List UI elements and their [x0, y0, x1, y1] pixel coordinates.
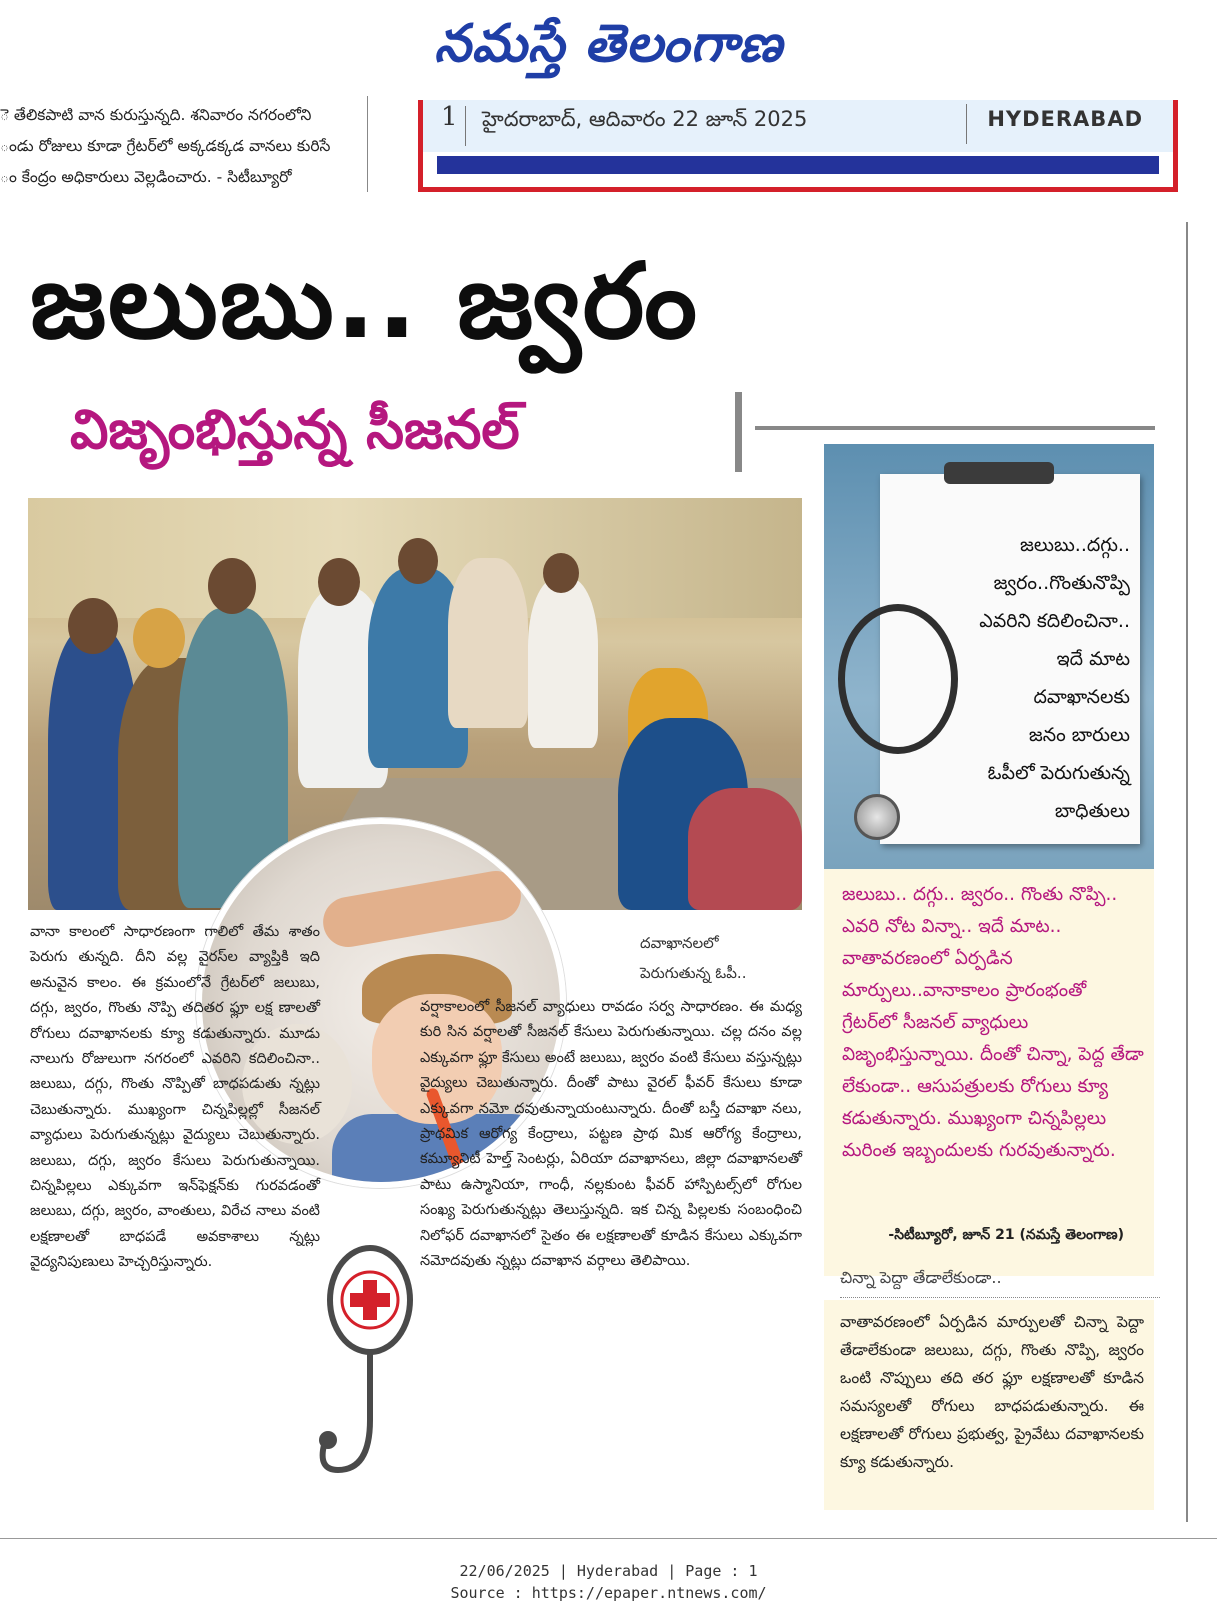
mid-heading-line: దవాఖానలలో: [640, 934, 719, 952]
left-column: [30, 920, 320, 1276]
dateline-rule: [437, 156, 1159, 174]
clipboard-line: ఇదే మాట: [1056, 648, 1130, 670]
photo-person-head: [318, 558, 360, 606]
red-cross-stethoscope-icon: [318, 1240, 428, 1510]
stethoscope-icon: [318, 1240, 428, 1510]
teaser-snippet: [0, 96, 368, 192]
masthead: [0, 0, 1217, 90]
newspaper-logo: నమస్తే తెలంగాణ: [434, 14, 783, 74]
mid-column: [420, 995, 802, 1274]
headline: జలుబు.. జ్వరం: [30, 240, 700, 362]
clipboard-text: [924, 526, 1130, 830]
footer-edition: 22/06/2025 | Hyderabad | Page : 1: [459, 1562, 758, 1580]
page-number: 1: [441, 102, 458, 132]
intro-box: [824, 869, 1154, 1276]
side-story-text: వాతావరణంలో ఏర్పడిన మార్పులతో చిన్నా పెద్దా తేడాలేకుండా జలుబు, దగ్గు, గొంతు నొప్పి, జ్వరం ఒంటి నొప్పులు తది తర ఫ్లూ లక్షణాలతో కూడిన సమస్యలతో రోగులు బాధపడుతున్నారు. ఈ లక్షణాలతో రోగులు ప్రభుత్వ, ప్రైవేటు దవాఖానలకు క్యూ కడుతున్నారు.: [840, 1313, 1144, 1471]
clipboard-line: ఓపీలో పెరుగుతున్న: [987, 762, 1130, 784]
intro-text: జలుబు.. దగ్గు.. జ్వరం.. గొంతు నొప్పి.. ఎవరి నోట విన్నా.. ఇదే మాట.. వాతావరణంలో ఏర్పడిన మార్పులు..వానాకాలం ప్రారంభంతో గ్రేటర్‌లో సీజనల్ వ్యాధులు విజృంభిస్తున్నాయి. దీంతో చిన్నా, పెద్ద తేడా లేకుండా.. ఆసుపత్రులకు రోగులు క్యూ కడుతున్నారు. ముఖ్యంగా చిన్నపిల్లలు మరింత ఇబ్బందులకు గురవుతున్నారు.: [842, 884, 1144, 1161]
mid-heading-line: పెరుగుతున్న ఓపీ..: [640, 964, 747, 982]
mid-column-text: వర్షాకాలంలో సీజనల్ వ్యాధులు రావడం సర్వ సాధారణం. ఈ మధ్య కురి సిన వర్షాలతో సీజనల్ కేసులు పెరుగుతున్నాయి. చల్ల దనం వల్ల ఎక్కువగా ఫ్లూ కేసులు అంటే జలుబు, జ్వరం వంటి కేసులు వస్తున్నట్లు వైద్యులు చెబుతున్నారు. దీంతో పాటు వైరల్ ఫీవర్ కేసులు కూడా ఎక్కువగా నమో దవుతున్నాయంటున్నారు. దీంతో బస్తీ దవాఖా నలు, ప్రాథమిక ఆరోగ్య కేంద్రాలు, పట్టణ ప్రాథ మిక ఆరోగ్య కేంద్రాలు, కమ్యూనిటీ హెల్త్ సెంటర్లు, ఏరియా దవాఖానలు, జిల్లా దవాఖానలతో పాటు ఉస్మానియా, గాంధీ, నల్లకుంట ఫీవర్ హాస్పిటల్స్‌లో రోగుల సంఖ్య పెరుగుతున్నట్లు తెలుస్తున్నది. ఇక చిన్న పిల్లలకు సంబంధించి నిలోఫర్ దవాఖానలో సైతం ఈ లక్షణాలతో కూడిన కేసులు ఎక్కువగా నమోదవుతు న్నట్లు దవాఖాన వర్గాలు తెలిపాయి.: [420, 999, 802, 1270]
photo-person-head: [543, 553, 579, 593]
photo-person-head: [68, 598, 118, 654]
subheadline: విజృంభిస్తున్న సీజనల్: [70, 398, 520, 461]
side-story-heading: చిన్నా పెద్దా తేడాలేకుండా..: [840, 1268, 1160, 1298]
page-footer: [0, 1560, 1217, 1604]
teaser-line: ండు రోజులు కూడా గ్రేటర్‌లో అక్కడక్కడ వానలు కురిసే: [0, 137, 331, 155]
photo-person: [528, 578, 598, 748]
footer-source[interactable]: Source : https://epaper.ntnews.com/: [450, 1584, 767, 1602]
clipboard-line: ఎవరిని కదిలించినా..: [979, 610, 1130, 632]
column-divider: [1186, 222, 1188, 1522]
teaser-line: ం కేంద్రం అధికారులు వెల్లడించారు. - సిటీబ్యూరో: [0, 168, 292, 186]
left-column-text: వానా కాలంలో సాధారణంగా గాలిలో తేమ శాతం పెరుగు తున్నది. దీని వల్ల వైరస్‌ల వ్యాప్తికి ఇది అనువైన కాలం. ఈ క్రమంలోనే గ్రేటర్‌లో జలుబు, దగ్గు, జ్వరం, గొంతు నొప్పి తదితర ఫ్లూ లక్ష ణాలతో రోగులు దవాఖానలకు క్యూ కడుతున్నారు. మూడు నాలుగు రోజులుగా నగరంలో ఎవరిని కదిలించినా.. జలుబు, దగ్గు, గొంతు నొప్పితో బాధపడుతు న్నట్లు చెబుతున్నారు. ముఖ్యంగా చిన్నపిల్లల్లో సీజనల్ వ్యాధులు పెరుగుతున్నట్లు వైద్యులు చెబుతున్నారు. జలుబు, దగ్గు, జ్వరం కేసులు పెరుగుతున్నాయి. చిన్నపిల్లలు ఎక్కువగా ఇన్‌ఫెక్షన్‌కు గురవడంతో జలుబు, దగ్గు, జ్వరం, వాంతులు, విరేచ నాలు వంటి లక్షణాలతో బాధపడే అవకాశాలు న్నట్లు వైద్యనిపుణులు హెచ్చరిస్తున్నారు.: [30, 924, 320, 1271]
mid-column-heading: [640, 928, 800, 988]
edition-date: హైదరాబాద్, ఆదివారం 22 జూన్ 2025: [465, 106, 807, 146]
parent-hand: [319, 867, 525, 951]
stethoscope-chestpiece: [854, 794, 900, 840]
teaser-line: ె తేలికపాటి వాన కురుస్తున్నది. శనివారం నగరంలోని: [0, 106, 312, 124]
photo-person-head: [398, 538, 438, 584]
side-story-body: [824, 1300, 1154, 1510]
photo-person-head: [133, 608, 185, 668]
photo-person-head: [208, 558, 256, 614]
clipboard-line: జలుబు..దగ్గు..: [1020, 534, 1130, 556]
clipboard-clip: [944, 462, 1054, 484]
stethoscope-clipboard-graphic: [824, 444, 1154, 869]
edition-city: HYDERABAD: [966, 104, 1143, 144]
photo-person: [688, 788, 802, 910]
photo-person: [448, 558, 528, 728]
clipboard-line: జ్వరం..గొంతునొప్పి: [993, 572, 1130, 594]
clipboard-line: దవాఖానలకు: [1033, 686, 1130, 708]
dateline-box: [418, 100, 1178, 192]
subhead-rule: [755, 426, 1155, 430]
clipboard-line: బాధితులు: [1054, 800, 1130, 822]
subhead-divider: [735, 392, 742, 472]
clipboard-line: జనం బారులు: [1028, 724, 1130, 746]
dateline-band: [423, 100, 1173, 152]
bottom-rule: [0, 1538, 1217, 1539]
byline: -సిటీబ్యూరో, జూన్ 21 (నమస్తే తెలంగాణ): [888, 1227, 1124, 1243]
